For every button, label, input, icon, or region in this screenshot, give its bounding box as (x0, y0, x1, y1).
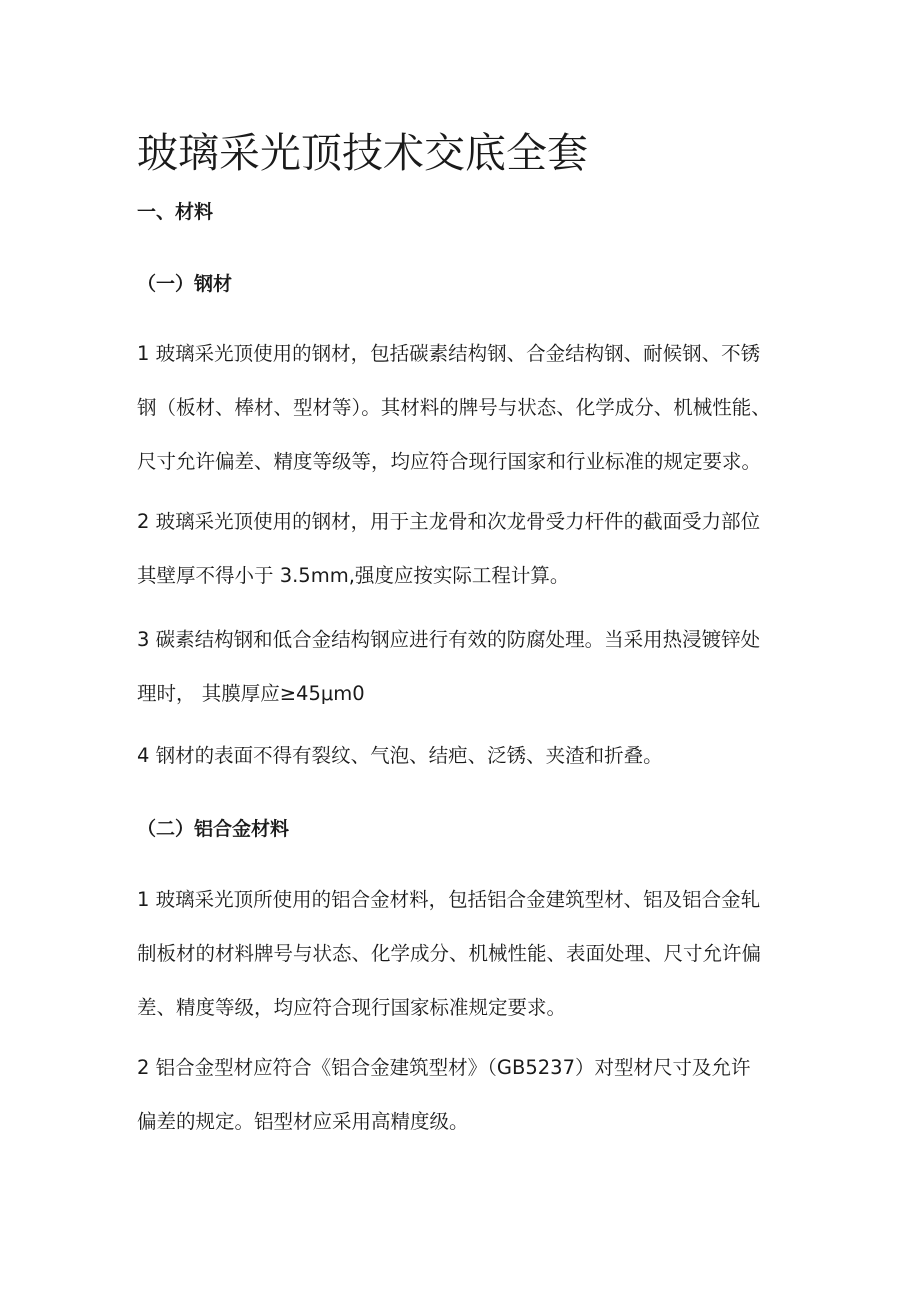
subsection-heading-aluminum: （二）铝合金材料 (137, 818, 290, 840)
paragraph-line: 3 碳素结构钢和低合金结构钢应进行有效的防腐处理。当采用热浸镀锌处 (137, 628, 761, 651)
paragraph-line: 2 玻璃采光顶使用的钢材，用于主龙骨和次龙骨受力杆件的截面受力部位 (137, 510, 761, 533)
steel-item-4 (137, 729, 787, 783)
steel-item-2 (137, 495, 787, 603)
paragraph-line: 其壁厚不得小于 3.5mm,强度应按实际工程计算。 (137, 564, 570, 587)
aluminum-item-1 (137, 873, 787, 1035)
paragraph-line: 钢（板材、棒材、型材等）。其材料的牌号与状态、化学成分、机械性能、 (137, 396, 771, 419)
paragraph-line: 2 铝合金型材应符合《铝合金建筑型材》（GB5237）对型材尺寸及允许 (137, 1056, 751, 1079)
section-heading-materials: 一、材料 (137, 201, 214, 223)
paragraph-line: 1 玻璃采光顶使用的钢材，包括碳素结构钢、合金结构钢、耐候钢、不锈 (137, 342, 761, 365)
subsection-heading-steel: （一）钢材 (137, 273, 233, 295)
document-title: 玻璃采光顶技术交底全套 (137, 129, 588, 177)
paragraph-line: 1 玻璃采光顶所使用的铝合金材料，包括铝合金建筑型材、铝及铝合金轧 (137, 888, 761, 911)
steel-item-1 (137, 327, 787, 489)
paragraph-line: 偏差的规定。铝型材应采用高精度级。 (137, 1110, 469, 1133)
steel-item-3 (137, 613, 787, 721)
paragraph-line: 理时， 其膜厚应≥45μm0 (137, 682, 365, 705)
paragraph-line: 差、精度等级，均应符合现行国家标准规定要求。 (137, 996, 567, 1019)
paragraph-line: 4 钢材的表面不得有裂纹、气泡、结疤、泛锈、夹渣和折叠。 (137, 744, 663, 767)
aluminum-item-2 (137, 1041, 787, 1149)
paragraph-line: 尺寸允许偏差、精度等级等，均应符合现行国家和行业标准的规定要求。 (137, 450, 762, 473)
paragraph-line: 制板材的材料牌号与状态、化学成分、机械性能、表面处理、尺寸允许偏 (137, 942, 762, 965)
